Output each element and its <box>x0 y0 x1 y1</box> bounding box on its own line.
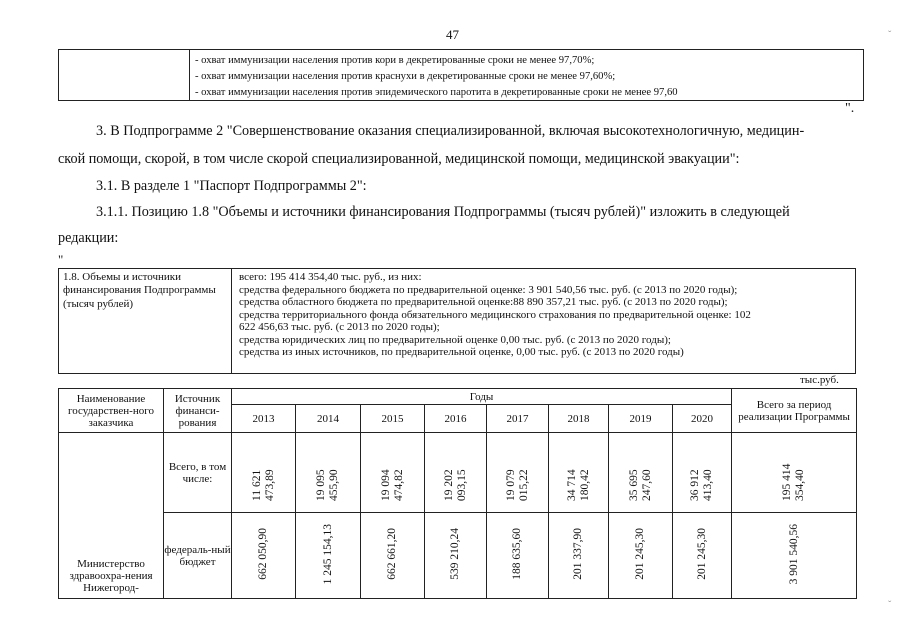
value-text: 19 202 093,15 <box>442 469 468 501</box>
value-cell <box>296 433 361 513</box>
passport-line: 622 456,63 тыс. руб. (с 2013 по 2020 годы); <box>239 321 440 333</box>
value-text: 36 912 413,40 <box>689 469 715 501</box>
paragraph-3-cont: ской помощи, скорой, в том числе скорой специализированной, медицинской помощи, медицинской эвакуации": <box>58 151 740 167</box>
passport-line: средства юридических лиц по предварительной оценке 0,00 тыс. руб. (с 2013 по 2020 годы); <box>239 333 671 346</box>
table-divider <box>231 269 232 373</box>
value-text: 11 621 473,89 <box>250 469 276 501</box>
immunization-line: - охват иммунизации населения против краснухи в декретированные сроки не менее 97,60%; <box>195 71 616 82</box>
passport-table <box>58 268 856 374</box>
value-cell <box>361 433 425 513</box>
value-cell <box>487 513 549 599</box>
edge-mark: ˇ <box>888 600 892 611</box>
value-cell <box>673 513 732 599</box>
value-cell <box>296 513 361 599</box>
unit-label: тыс.руб. <box>800 374 839 386</box>
passport-line: средства из иных источников, по предварительной оценке, 0,00 тыс. руб. (с 2013 по 2020 годы) <box>239 346 684 358</box>
value-text: 35 695 247,60 <box>627 469 653 501</box>
value-cell <box>549 433 609 513</box>
immunization-line: - охват иммунизации населения против эпидемического паротита в декретированные сроки не менее 97,60 <box>195 87 678 98</box>
value-text: 201 337,90 <box>572 528 584 580</box>
total-text: 3 901 540,56 <box>787 523 800 585</box>
header-total: Всего за период реализации Программы <box>732 389 857 433</box>
year-header: 2018 <box>549 405 609 433</box>
value-cell <box>232 433 296 513</box>
value-text: 19 079 015,22 <box>504 469 530 501</box>
header-source: Источник финанси-рования <box>164 389 232 433</box>
value-text: 1 245 154,13 <box>321 523 334 585</box>
page-number: 47 <box>446 27 459 42</box>
value-cell <box>487 433 549 513</box>
value-text: 201 245,30 <box>695 528 708 580</box>
value-text: 201 245,30 <box>634 528 646 580</box>
value-cell <box>425 513 487 599</box>
source-cell: Всего, в том числе: <box>164 433 232 513</box>
closing-quote: ". <box>845 101 855 116</box>
value-cell <box>673 433 732 513</box>
year-header: 2019 <box>609 405 673 433</box>
value-cell <box>361 513 425 599</box>
passport-line: всего: 195 414 354,40 тыс. руб., из них: <box>239 271 422 283</box>
passport-line: средства территориального фонда обязательного медицинского страхования по предварительной оценке: 102 <box>239 308 751 321</box>
value-cell <box>609 433 673 513</box>
passport-line: средства федерального бюджета по предварительной оценке: 3 901 540,56 тыс. руб. (с 2013 по 2020 годы); <box>239 283 738 296</box>
paragraph-3-1: 3.1. В разделе 1 "Паспорт Подпрограммы 2": <box>96 178 367 194</box>
total-text: 195 414 354,40 <box>781 463 807 501</box>
paragraph-3: 3. В Подпрограмме 2 "Совершенствование оказания специализированной, включая высокотехнологичную, медицин- <box>96 123 805 139</box>
customer-cell: Министерство здравоохра-нения Нижегород- <box>59 433 164 599</box>
year-header: 2015 <box>361 405 425 433</box>
value-text: 34 714 180,42 <box>565 469 591 501</box>
value-text: 662 661,20 <box>386 528 398 580</box>
total-cell <box>732 433 857 513</box>
header-years: Годы <box>232 389 732 405</box>
table-divider <box>189 50 190 100</box>
year-header: 2016 <box>425 405 487 433</box>
paragraph-3-1-1: 3.1.1. Позицию 1.8 "Объемы и источники финансирования Подпрограммы (тысяч рублей)" изложить в следующей <box>96 204 790 220</box>
value-cell <box>609 513 673 599</box>
value-text: 19 095 455,90 <box>315 469 340 501</box>
value-text: 188 635,60 <box>511 528 523 580</box>
value-cell <box>425 433 487 513</box>
value-text: 539 210,24 <box>449 528 461 580</box>
paragraph-3-1-1-cont: редакции: <box>58 230 119 246</box>
value-cell <box>549 513 609 599</box>
opening-quote: " <box>58 252 64 267</box>
total-cell <box>732 513 857 599</box>
year-header: 2020 <box>673 405 732 433</box>
immunization-line: - охват иммунизации населения против кори в декретированные сроки не менее 97,70%; <box>195 55 595 66</box>
finance-table <box>58 388 857 599</box>
year-header: 2013 <box>232 405 296 433</box>
year-header: 2014 <box>296 405 361 433</box>
edge-mark: ˇ <box>888 30 892 41</box>
immunization-table <box>58 49 864 101</box>
passport-line: средства областного бюджета по предварительной оценке:88 890 357,21 тыс. руб. (с 2013 по 2020 годы); <box>239 296 728 308</box>
value-text: 662 050,90 <box>257 528 269 580</box>
passport-item-label: 1.8. Объемы и источники финансирования Подпрограммы (тысяч рублей) <box>63 271 216 310</box>
passport-item-values <box>239 271 851 359</box>
value-text: 19 094 474,82 <box>379 469 405 501</box>
source-cell: федераль-ный бюджет <box>164 513 232 599</box>
value-cell <box>232 513 296 599</box>
header-customer: Наименование государствен-ного заказчика <box>59 389 164 433</box>
year-header: 2017 <box>487 405 549 433</box>
